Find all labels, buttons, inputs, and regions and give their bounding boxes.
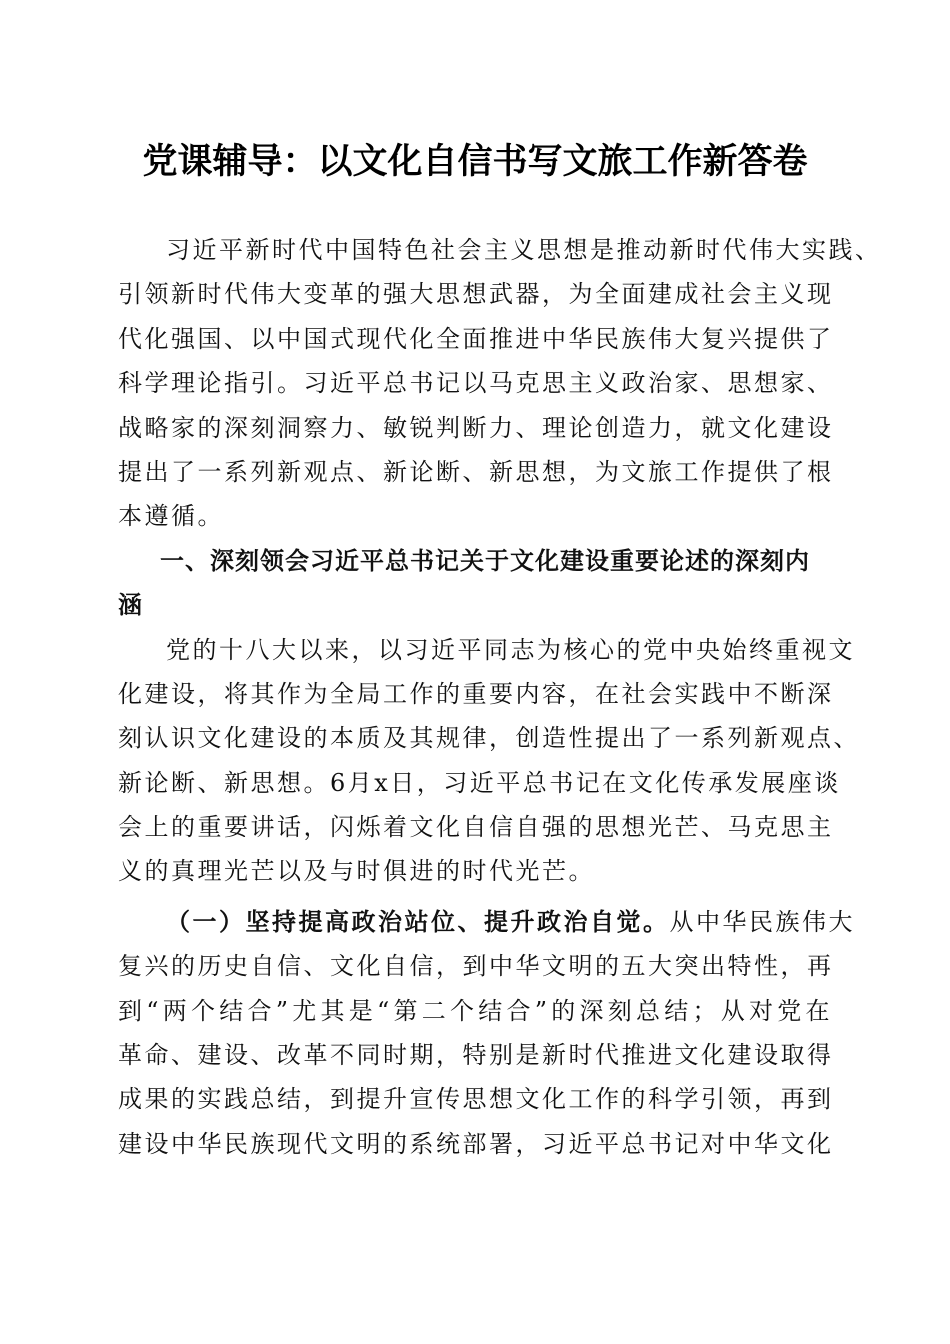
text-line: 科学理论指引。习近平总书记以马克思主义政治家、思想家、 (118, 369, 834, 398)
text-line: 化建设，将其作为全局工作的重要内容，在社会实践中不断深 (118, 679, 834, 708)
heading-line: 涵 (118, 591, 143, 620)
heading-line: 一、深刻领会习近平总书记关于文化建设重要论述的深刻内 (160, 546, 810, 575)
subsection-lead: （一）坚持提高政治站位、提升政治自觉。 (166, 906, 670, 936)
text-line: 战略家的深刻洞察力、敏锐判断力、理论创造力，就文化建设 (118, 413, 834, 442)
text-line: 新论断、新思想。6月x日，习近平总书记在文化传承发展座谈 (118, 768, 841, 797)
text-line: 本遵循。 (118, 502, 224, 531)
text-line: 党的十八大以来，以习近平同志为核心的党中央始终重视文 (166, 635, 855, 664)
text-line: 代化强国、以中国式现代化全面推进中华民族伟大复兴提供了 (118, 324, 834, 353)
document-body (118, 228, 882, 1166)
paragraph-intro (118, 228, 882, 539)
text-line (118, 900, 855, 944)
paragraph-background (118, 628, 860, 894)
text-line: 革命、建设、改革不同时期，特别是新时代推进文化建设取得 (118, 1041, 834, 1070)
section-heading (118, 539, 832, 628)
text-line: 刻认识文化建设的本质及其规律，创造性提出了一系列新观点、 (118, 724, 860, 753)
text-line: 会上的重要讲话，闪烁着文化自信自强的思想光芒、马克思主 (118, 813, 834, 842)
document-title: 党课辅导：以文化自信书写文旅工作新答卷 (142, 142, 808, 182)
text-line: 引领新时代伟大变革的强大思想武器，为全面建成社会主义现 (118, 280, 834, 309)
text-line: 到“两个结合”尤其是“第二个结合”的深刻总结；从对党在 (118, 996, 832, 1025)
text-line: 复兴的历史自信、文化自信，到中华文明的五大突出特性，再 (118, 952, 834, 981)
text-line: 成果的实践总结，到提升宣传思想文化工作的科学引领，再到 (118, 1085, 834, 1114)
text-line: 义的真理光芒以及与时俱进的时代光芒。 (118, 857, 595, 886)
paragraph-subsection-1 (118, 900, 855, 1166)
text-line: 提出了一系列新观点、新论断、新思想，为文旅工作提供了根 (118, 457, 834, 486)
text-line: 建设中华民族现代文明的系统部署，习近平总书记对中华文化 (118, 1129, 834, 1158)
text-line: 习近平新时代中国特色社会主义思想是推动新时代伟大实践、 (166, 236, 882, 264)
text-run: 从中华民族伟大 (669, 907, 855, 936)
